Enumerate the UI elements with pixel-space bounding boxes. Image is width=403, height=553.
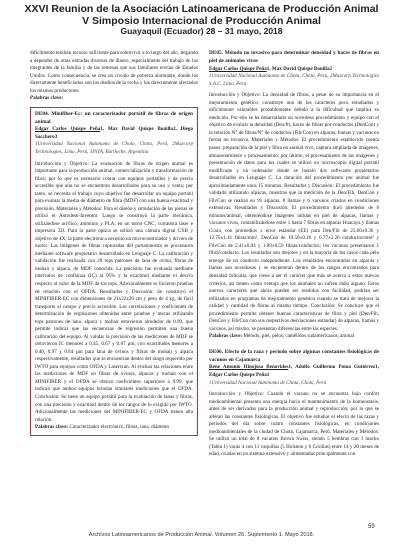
symposium-title: V Simposio Internacional de Producción Animal	[82, 15, 321, 28]
abstract-authors-de06	[209, 364, 379, 379]
right-column	[209, 50, 379, 459]
lead-author: Edgar Carlos Quispe Peña	[35, 126, 101, 133]
abstract-affiliations-de06: 1Universidad Nacional Autónoma de Chota, Chota, Perú	[209, 379, 327, 386]
abstract-title-de06: DE06. Efecto de la raza y periodo sobre algunas constantes fisiológicas de vacunos en Cajamarca	[209, 348, 379, 363]
continued-abstract-text: difícilmente tendrán recurso suficiente para sobrevivir a lo largo del año, llegando a depender de otras entradas diversas de dinero, especialmente del trabajo de los integrantes de la familia y de las remesas que sus familiares envían de Estados Unidos. Como consecuencia, se crea un círculo de pobreza alarmante, donde los directamente beneficiados son los dueños de la rocha y los directamente afectados los mismos productores.	[30, 50, 198, 94]
continued-keywords-label: Palabras clave:	[30, 95, 64, 102]
abstract-body-de06: Introducción y Objetivo: Cuando el vacuno no se encuentra bajo confort medioambiental presenta una energía hacia el mantenimiento de la homeostasis, antes de ser derivados para la producción animal y reproducción; por lo que se alteran las constantes fisiológicas. El objetivo fue estudiar el efecto de las razas y periodos del día sobre cuatro constantes fisiológicas, en condiciones medioambientales de la ciudad de Chota, Cajamarca, Perú. Materiales y Métodos: Se utilizó un total de 8 vacunos Brown Swiss, siendo 5 hembras con 1 macho (Tabla 1) vacas 4 con 11 vaquillas (5 Holstein y 6 Criollas) entre 14 y 20 meses de edad, criadas en un sistema extensivo y alimentadas principalmente con	[209, 391, 379, 458]
conference-location-date: Guayaquil (Ecuador) 28 – 31 mayo, 2018	[120, 26, 283, 37]
abstract-affiliations-de05: 1Universidad Nacional Autónoma de Chota, Chota, Perú, 2Maxcorp Technologies S.A.C, Lima, Perú	[209, 73, 379, 87]
abstract-body-de04: Introducción y Objetivo: La evaluación de fibras de origen animal es importante para la producción animal, comercialización y transformación de fibra; por lo que es necesario contar con equipos portátiles y de precio accesible que aún no se encuentran desarrollados para su uso y venta; por tanto, se necesita el trabajo cuyo objetivo fue desarrollar un equipo portátil para evaluar la media de diámetro de fibra (MDF) con una buena exactitud y precisión. Materiales y Métodos: Para el diseño y simulación de las piezas se utilizó el Autodesk-Inventor. Luego se construyó la parte mecánica, utilizándose acrílico, aluminio y PLA, en un torno CNC, cortadora láser e impresora 3D. Para la parte óptica se utilizó una cámara digital USB y objetivo de 4X; la parte electrónica necesitó un microcontrolador y drivers de motor. Las imágenes de fibras capturadas del portamuestra se procesaron mediante software propietario desarrollado en Lenguaje C. La calibración y validación fue realizada con 20 tops patrones de lana de ovino, fibras de mohair y alpaca, de MDF conocida. La precisión fue evaluada mediante intervalos de confianza (IC) al 95% y la exactitud mediante el desvío respecto al valor de la MDF de los tops. Adicionalmente se hicieron pruebas de relación con el OFDA. Resultados y Discusión: Se construyó el MINIFIBER-EC con dimensiones de 21x22x26 cm y peso de 4 kg, de fácil transporte al campo y precio accesible. Las correlaciones y coeficientes de determinación de regresiones obtenidas entre pruebas y mecas utilizando tops patrones de lana, alpaca y mohair estuvieron alrededor de 0.99, que permite indicar que las secuencias de regresión permiten una buena calibración del equipo. Al validar la precisión de las mediciones de MDF se obtuvieron IC menores a 0.45, 0.67 y 0.87 µm, con exactitudes menores a 0.46, 0.97 y 0.84 µm para lana de ovinos y fibras de mohair y alpaca respectivamente, resultados que se encuentran dentro del rango requerido por IWTO para equipos como OFDA y Laserscan. Al evaluar las relaciones entre las mediciones de MDF en fibras de ovinos, alpacas y mohair con el MINIFIBER y el OFDA se obtuvo coeficientes superiores a 0.99, que indican que ambos equipos brindan similares mediciones que el OFDA. Conclusión: Se tiene un equipo portátil para la evaluación de lanas y fibras, con una precisión y exactitud dentro de los rangos de lo exigido por IWTO. Adicionalmente las mediciones del MINIFIBER-EC y OFDA tienen alta relación.	[35, 160, 193, 423]
keywords-label: Palabras clave:	[209, 333, 243, 340]
page-header	[0, 3, 403, 37]
abstract-authors-de04	[35, 126, 193, 141]
conference-title: XXVI Reunion de la Asociación Latinoamericana de Producción Animal	[24, 3, 379, 15]
journal-footer: Archivos Latinoamericanos de Producción Animal. Volumen 26. Suplemento 1. Mayo 2018.	[88, 532, 315, 538]
lead-author: Edgar Carlos Quispe Peña	[209, 65, 267, 72]
keywords-label: Palabras clave:	[35, 424, 69, 431]
co-authors: 1, Adolfo Guillermo Poma Gutiérrez1, Edgar Carlos Quispe Peña1	[209, 364, 379, 378]
abstract-keywords-de04	[35, 424, 193, 432]
keywords-text: Método, piel, pelos, camélidos sudamericanos, animal	[243, 333, 355, 340]
keywords-text: Caracterizador electrónico, fibras, lana, diámetro	[69, 424, 170, 431]
abstract-title-de04: DE04. Minifiber-Ec: un caracterizador portátil de fibras de origen animal	[35, 110, 193, 125]
abstract-body-de05: Introducción y Objetivo: La densidad de fibras, a pesar de su importancia en el mejoramiento genético, constituye uno de los caracteres poco estudiados y difícilmente valorables probablemente debido a la dificultad que implica su medición. Por ello se ha desarrollado un novedoso procedimiento y equipo con el objetivo de evaluar la densidad (Den/ft), haces de fibras por conductos (DenCon) y la relación N° de fibras/N° de conductos (Fib/Con) en alpacas, llamas y vacunos en forma no invasiva. Materiales y Métodos: El procedimiento establecido cuenta pasos: preparación de la piel y fibra en animal vivo, captura ampliada de imágenes, almacenamiento y procesamiento; por último, el procesamiento de las imágenes y presentación de datos para los cuales se utilizó un microscopio digital portátil modificado y un ordenador donde se instaló dos softwares propietarios desarrollados en Lenguaje C. La duración del procedimiento por animal fue aproximadamente unos 15 minutos. Resultados y Discusión: El procedimiento fue validado utilizando alpacas, mientras que la medición de la Den/Fib, DenCon y Fib/Con se realizó en 91 alpacas, 8 llamas y 6 vacunos criados en condiciones extensivas. Resultados y Discusión: El procedimiento duró alrededor de 8 minutos/animal, obteniéndose imágenes nítidas en piel de alpacas, llamas y vacunos vivos, contabilizándose entre 1 hasta 7 fibras en alpacas Huacaya y llamas Ccara, con promedios ± error estándar (EE) para Den/Fib de 25.60±0.36 y 12.75±1.41 fibras/mm², DenCon de 10.50±0.16 y 6.77±2.26 conductos/mm² y Fib/Con de 2.41±0.04 y 1.89±0.59 fibras/conductos; los vacunos presentaron 1 fibra/conducto. Los resultados son mejores y en la mayoría de los casos cada pelo emerge de un conducto independiente. Los resultados encontrados en alpacas y llamas son novedosos y se encuentran dentro de los rangos encontrados para densidad folicular, que viene a ser el carácter que más se acerca a estos nuevos criterios, así tienen como ventaja que los animales no sufren daño alguno. Estos nuevos caracteres que ahora pueden ser medidos con facilidad, podrían ser utilizados en programas de mejoramiento genético cuando se trata de mejorar la calidad y cantidad de fibras al mismo tiempo. Conclusión: Se concluye que el procedimiento permite obtener buenas características de fibra y piel (Den/Fib, DenCon y Fib/Con con sus respectivos desviaciones estándar) de alpacas, llamas y vacunos, así mismo, se presentan diferencias entre las especies.	[209, 92, 379, 332]
abstract-title-de05: DE05. Método no invasivo para determinar densidad y haces de fibras en piel de animales vivos	[209, 50, 379, 64]
co-authors: 1, Max David Quispe Bonilla2	[266, 65, 333, 72]
left-column	[30, 50, 198, 436]
lead-author: Rene Antonio Hinojosa Benavides	[209, 364, 289, 371]
abstract-affiliations-de04: 1Universidad Nacional Autónoma de Chota, Chota, Perú, 2Maxcorp Technologies, Lima, Perú, 3INTA, Bariloche, Argentina	[35, 141, 193, 155]
abstract-authors-de05	[209, 66, 379, 74]
highlighted-abstract-box	[30, 107, 198, 436]
abstract-keywords-de05	[209, 333, 379, 341]
co-authors: 1, Max David Quispe Bonilla2, Diego Sacchero3	[35, 126, 193, 140]
page-number: 59	[368, 524, 375, 530]
